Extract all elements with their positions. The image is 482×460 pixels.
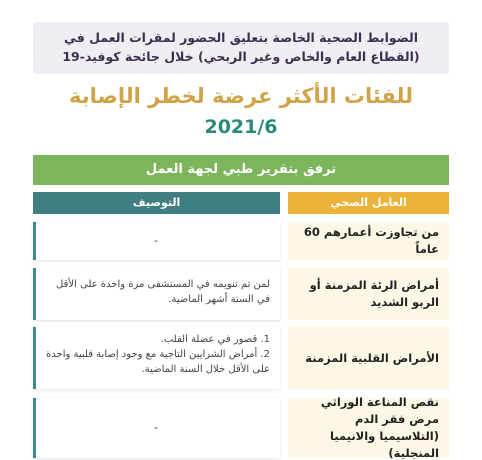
table-row-factor: أمراض الرئة المزمنة أو الربو الشديد (288, 268, 449, 320)
table-row-factor: نقص المناعة الوراثي مرض فقر الدم (التلاسيميا والانيميا المنجلية) (288, 398, 449, 458)
table-row-description: لمن تم تنويمه في المستشفى مرة واحدة على الأقل في الستة أشهر الماضية. (33, 268, 280, 320)
page-title: للفئات الأكثر عرضة لخطر الإصابة (69, 84, 413, 108)
table-row-description (33, 327, 280, 389)
header-line-2: (القطاع العام والخاص وغير الربحي) خلال جائحة كوفيد-19 (62, 49, 420, 64)
description-item-2: 2. أمراض الشرايين التاجية مع وجود إصابة قلبية واحدة على الأقل خلال السنة الماضية. (46, 349, 270, 375)
header-box (33, 22, 449, 74)
header-line-1: الضوابط الصحية الخاصة بتعليق الحضور لمقرات العمل في (63, 30, 419, 45)
column-header-factor: العامل الصحي (288, 192, 449, 214)
page-subtitle-date: 2021/6 (204, 116, 278, 138)
description-item-1: 1. قصور في عضلة القلب. (160, 334, 270, 345)
table-row-description: - (33, 398, 280, 458)
table-row-factor: من تجاوزت أعمارهم 60 عاماً (288, 222, 449, 260)
table-row-description: - (33, 222, 280, 260)
column-header-description: التوصيف (33, 192, 280, 214)
report-banner: ترفق بتقرير طبي لجهة العمل (33, 155, 449, 185)
table-row-factor: الأمراض القلبية المزمنة (288, 327, 449, 389)
